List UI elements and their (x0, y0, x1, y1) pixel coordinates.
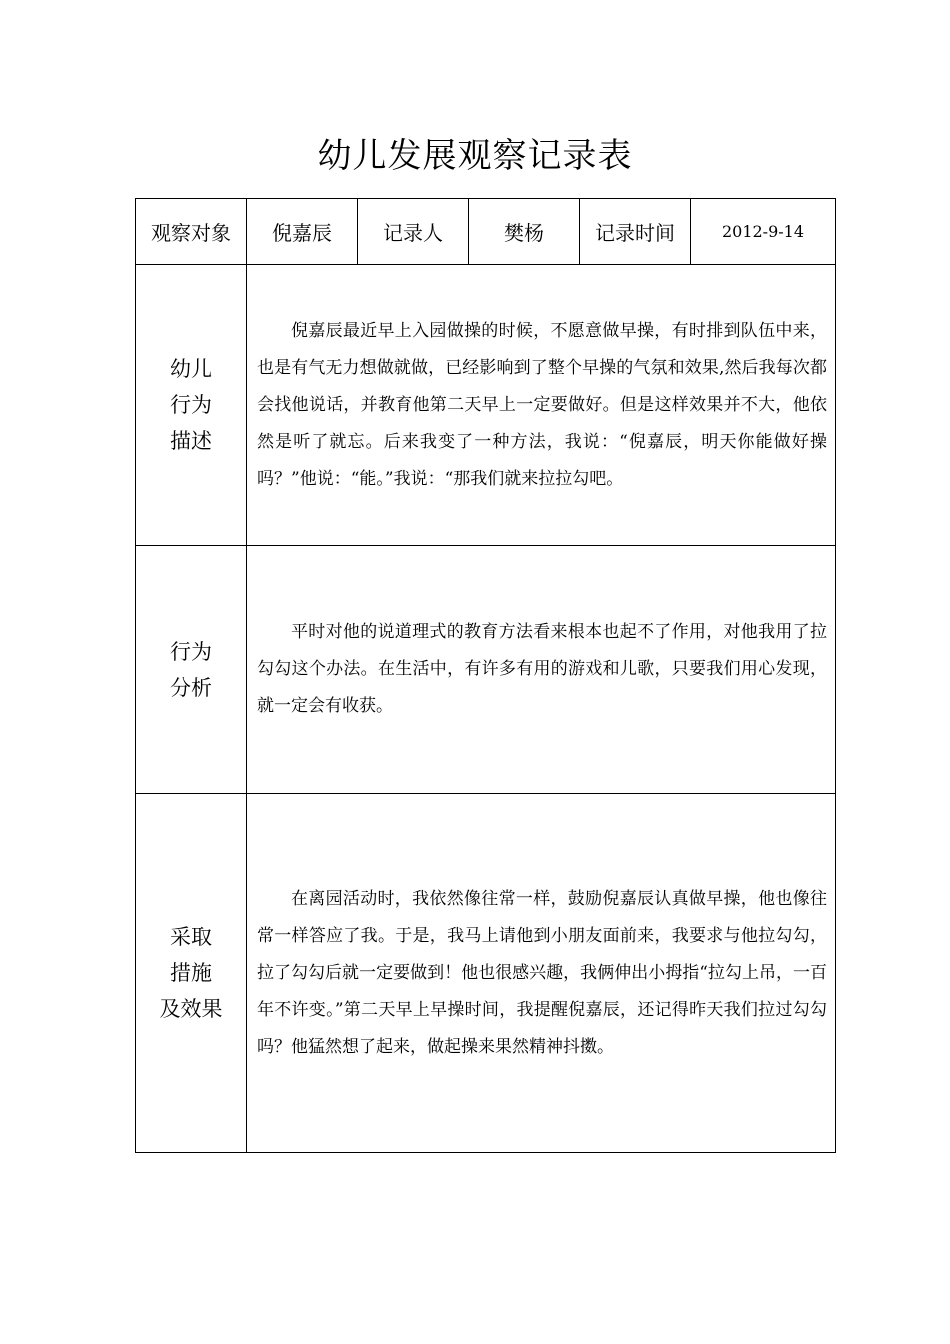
analysis-label (136, 546, 247, 794)
recorder-value: 樊杨 (469, 199, 580, 265)
analysis-label-line: 分析 (170, 675, 212, 700)
record-time-value: 2012-9-14 (691, 199, 836, 265)
behavior-description-cell (247, 265, 836, 546)
analysis-row (136, 546, 836, 794)
analysis-text: 平时对他的说道理式的教育方法看来根本也起不了作用，对他我用了拉勾勾这个办法。在生活中，有许多有用的游戏和儿歌，只要我们用心发现，就一定会有收获。 (257, 622, 827, 716)
measures-cell (247, 794, 836, 1153)
header-row (136, 199, 836, 265)
behavior-label-line: 描述 (170, 429, 212, 453)
observation-record-table (135, 198, 836, 1153)
subject-value: 倪嘉辰 (247, 199, 358, 265)
behavior-description-text: 倪嘉辰最近早上入园做操的时候，不愿意做早操，有时排到队伍中来，也是有气无力想做就做，已经影响到了整个早操的气氛和效果,然后我每次都会找他说话，并教育他第二天早上一定要做好。但是这样效果并不大，他依然是听了就忘。后来我变了一种方法，我说：“倪嘉辰，明天你能做好操吗？”他说：“能。”我说：“那我们就来拉拉勾吧。 (257, 320, 827, 489)
measures-text: 在离园活动时，我依然像往常一样，鼓励倪嘉辰认真做早操，他也像往常一样答应了我。于是，我马上请他到小朋友面前来，我要求与他拉勾勾，拉了勾勾后就一定要做到！他也很感兴趣，我俩伸出小拇指“拉勾上吊，一百年不许变。”第二天早上早操时间，我提醒倪嘉辰，还记得昨天我们拉过勾勾吗？他猛然想了起来，做起操来果然精神抖擞。 (257, 888, 827, 1057)
behavior-label (136, 265, 247, 546)
behavior-label-line: 行为 (170, 393, 212, 417)
measures-row (136, 794, 836, 1153)
analysis-label-line: 行为 (170, 639, 212, 664)
record-time-label: 记录时间 (580, 199, 691, 265)
recorder-label: 记录人 (358, 199, 469, 265)
behavior-row (136, 265, 836, 546)
measures-label-line: 及效果 (159, 997, 223, 1021)
measures-label (136, 794, 247, 1153)
page-title: 幼儿发展观察记录表 (317, 136, 633, 176)
measures-label-line: 措施 (170, 961, 212, 985)
analysis-cell (247, 546, 836, 794)
subject-label: 观察对象 (136, 199, 247, 265)
behavior-label-line: 幼儿 (170, 357, 212, 381)
measures-label-line: 采取 (170, 925, 212, 949)
